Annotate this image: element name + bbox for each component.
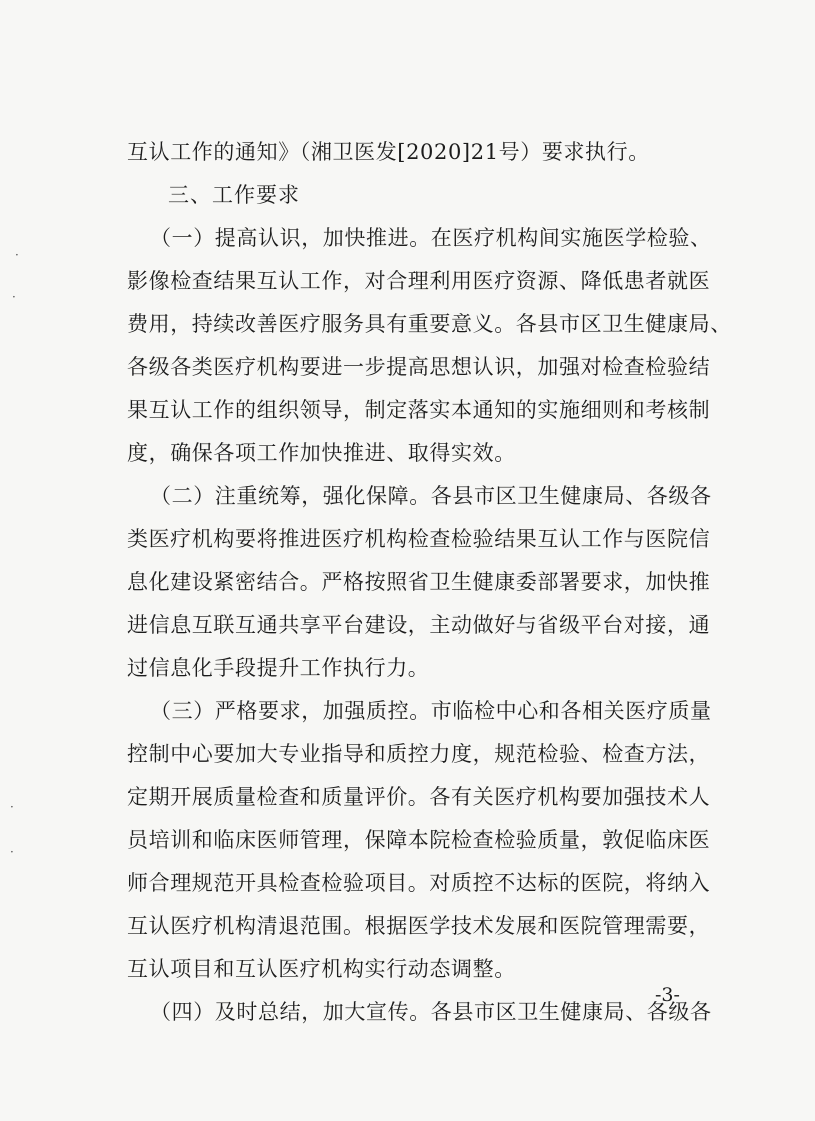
paragraph-2-line-2: 类医疗机构要将推进医疗机构检查检验结果互认工作与医院信 <box>127 527 711 551</box>
scan-mark: · <box>12 290 16 304</box>
paragraph-3-line-6: 互认医疗机构清退范围。根据医学技术发展和医院管理需要， <box>127 914 711 938</box>
scan-mark: · <box>15 248 19 262</box>
page-number: -3- <box>655 984 680 1006</box>
paragraph-1-line-5: 果互认工作的组织领导，制定落实本通知的实施细则和考核制 <box>127 398 711 422</box>
paragraph-3-line-4: 员培训和临床医师管理，保障本院检查检验质量，敦促临床医 <box>127 828 711 852</box>
paragraph-1-line-4: 各级各类医疗机构要进一步提高思想认识，加强对检查检验结 <box>127 355 711 379</box>
scan-mark: · <box>10 800 14 814</box>
paragraph-1-line-3: 费用，持续改善医疗服务具有重要意义。各县市区卫生健康局、 <box>127 312 732 336</box>
section-heading: 三、工作要求 <box>168 183 300 207</box>
paragraph-3-line-5: 师合理规范开具检查检验项目。对质控不达标的医院，将纳入 <box>127 871 711 895</box>
paragraph-2-line-3: 息化建设紧密结合。严格按照省卫生健康委部署要求，加快推 <box>127 570 711 594</box>
paragraph-2-line-5: 过信息化手段提升工作执行力。 <box>127 656 430 680</box>
paragraph-3-line-1: （三）严格要求，加强质控。市临检中心和各相关医疗质量 <box>150 699 712 723</box>
paragraph-2-line-1: （二）注重统筹，强化保障。各县市区卫生健康局、各级各 <box>150 484 712 508</box>
paragraph-4-line-1: （四）及时总结，加大宣传。各县市区卫生健康局、各级各 <box>150 1000 712 1024</box>
scan-mark: · <box>10 845 14 859</box>
paragraph-3-line-3: 定期开展质量检查和质量评价。各有关医疗机构要加强技术人 <box>127 785 711 809</box>
paragraph-1-line-1: （一）提高认识，加快推进。在医疗机构间实施医学检验、 <box>150 226 712 250</box>
paragraph-1-line-2: 影像检查结果互认工作，对合理利用医疗资源、降低患者就医 <box>127 269 711 293</box>
paragraph-1-line-6: 度，确保各项工作加快推进、取得实效。 <box>127 441 516 465</box>
paragraph-3-line-7: 互认项目和互认医疗机构实行动态调整。 <box>127 957 516 981</box>
paragraph-2-line-4: 进信息互联互通共享平台建设，主动做好与省级平台对接，通 <box>127 613 711 637</box>
text-line-1: 互认工作的通知》（湘卫医发[2020]21号）要求执行。 <box>127 140 650 164</box>
paragraph-3-line-2: 控制中心要加大专业指导和质控力度，规范检验、检查方法， <box>127 742 711 766</box>
